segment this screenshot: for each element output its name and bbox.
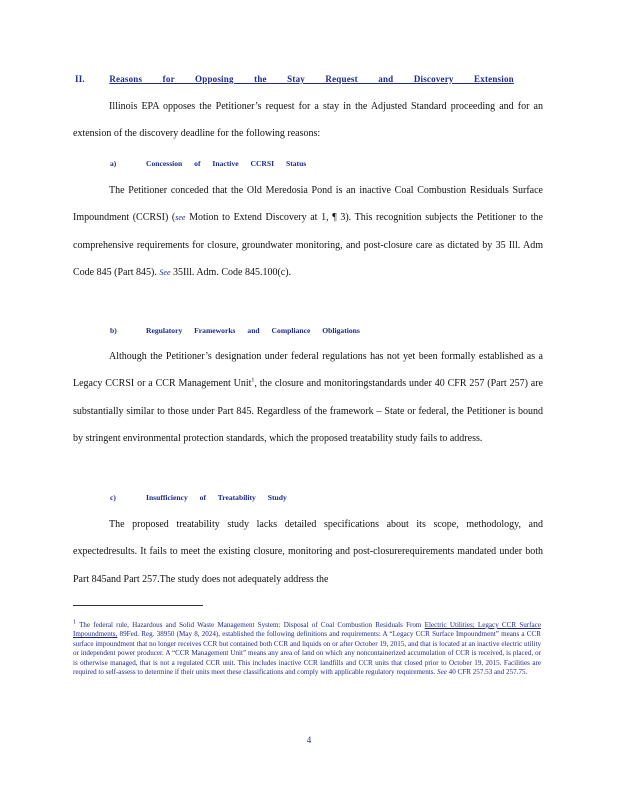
footnote-marker: 1 [73, 619, 76, 626]
subsection-title-a: Concession of Inactive CCRSI Status [146, 159, 307, 168]
section-number: II. [75, 74, 85, 84]
page-number: 4 [306, 735, 312, 745]
section-title: Reasons for Opposing the Stay Request and Discovery Extension [109, 74, 514, 84]
intro-text: Illinois EPA opposes the Petitioner’s request for a stay in the Adjusted Standard proceeding and for an extension of the discovery deadline for the following reasons: [73, 101, 543, 140]
footnote-reference[interactable]: 1 [251, 377, 255, 384]
footnote-rule-title: Electric Utilities; Legacy CCR Surface Impoundments, [73, 621, 541, 639]
subsection-heading-a: a) Concession of Inactive CCRSI Status [110, 159, 307, 168]
intro-paragraph [73, 93, 543, 148]
subsection-title-b: Regulatory Frameworks and Compliance Obligations [146, 326, 360, 335]
subsection-title-c: Insufficiency of Treatability Study [146, 493, 287, 502]
subsection-body-a: The Petitioner conceded that the Old Meredosia Pond is an inactive Coal Combustion Residuals Surface Impoundment (CCRSI) (see Motion to Extend Discovery at 1, ¶ 3). This recognition subjects the Petitioner to the comprehensive requirements for closure, groundwater monitoring, and post-closure care as dictated by 35 Ill. Adm Code 845 (Part 845). See 35Ill. Adm. Code 845.100(c). [73, 185, 543, 278]
footnote-divider [73, 605, 203, 606]
section-heading [75, 74, 514, 84]
subsection-body-c: The proposed treatability study lacks detailed specifications about its scope, methodology, and expectedresults. It fails to meet the existing closure, monitoring and post-closurerequirements mandated under both Part 845and Part 257.The study does not adequately address the [73, 519, 543, 585]
footnote: $^1$ The federal rule, Hazardous and Solid Waste Management System: Disposal of Coal Combustion Residuals From Electric Utilities; Legacy CCR Surface Impoundments, 89Fed. Reg. 38950 (May 8, 2024), established the following definitions and requirements: A “Legacy CCR Surface Impoundment” means a CCR surface impoundment that no longer receives CCR but contained both CCR and liquids on or after October 19, 2015, and that is located at an inactive electric utility or independent power producer. A “CCR Management Unit” means any area of land on which any noncontainerized accumulation of CCR is received, is placed, or is otherwise managed, that is not a regulated CCR unit. This includes inactive CCR landfills and CCR units that closed prior to October 19, 2015. Facilities are required to self-assess to determine if their units meet these classifications and comply with applicable regulatory requirements. See 40 CFR 257.53 and 257.75. [73, 619, 541, 677]
subsection-body-b: Although the Petitioner’s designation under federal regulations has not yet been formally established as a Legacy CCRSI or a CCR Management Unit$^1$, the closure and monitoringstandards under 40 CFR 257 (Part 257) are substantially similar to those under Part 845. Regardless of the framework – State or federal, the Petitioner is bound by stringent environmental protection standards, which the proposed treatability study fails to address. [73, 351, 543, 444]
subsection-heading-b: b) Regulatory Frameworks and Compliance Obligations [110, 326, 360, 335]
subsection-heading-c: c) Insufficiency of Treatability Study [110, 493, 287, 502]
